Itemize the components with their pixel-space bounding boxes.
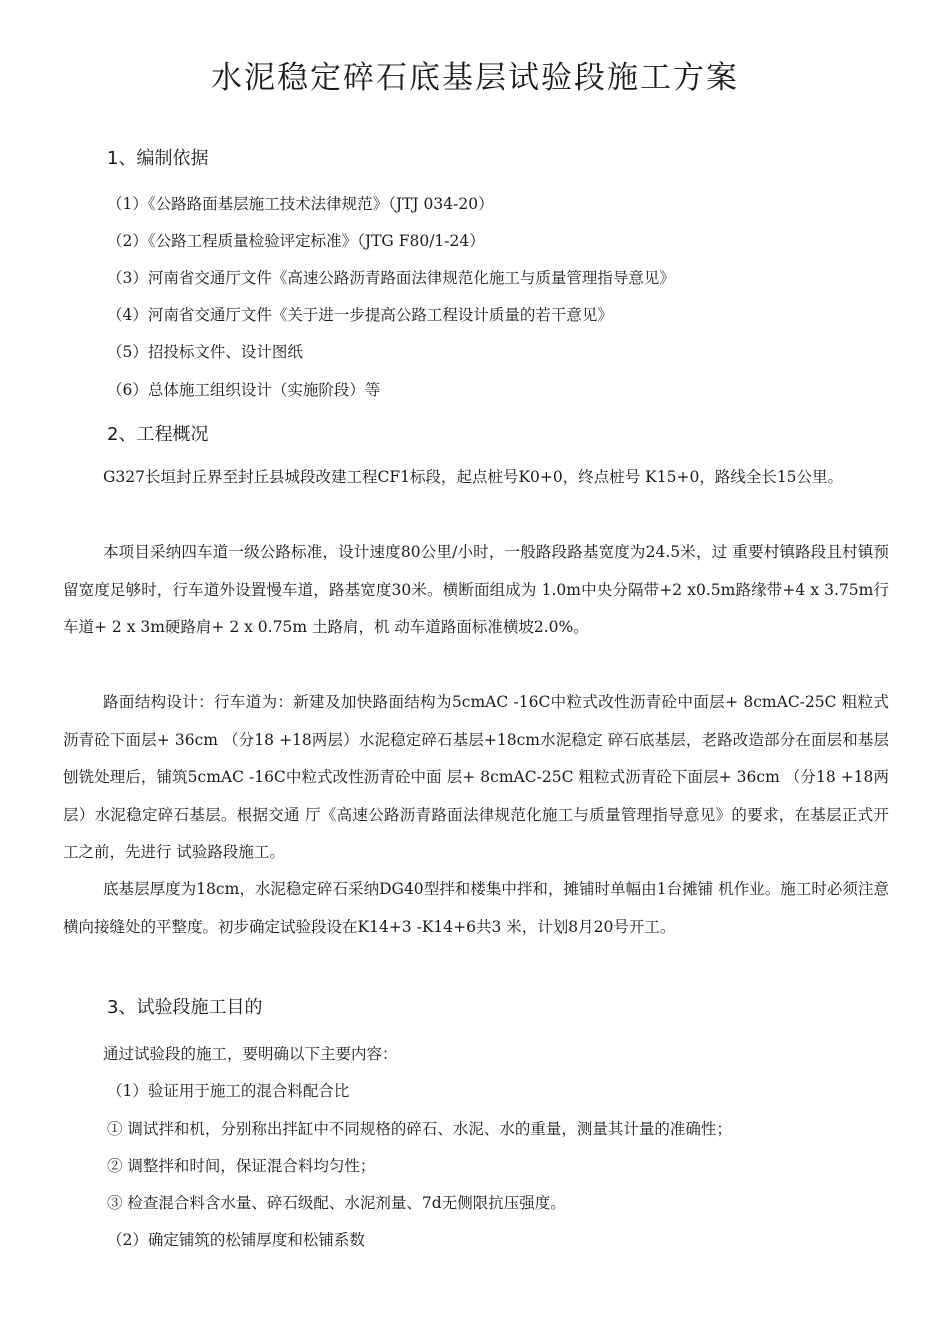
document-title: 水泥稳定碎石底基层试验段施工方案 [211,60,739,96]
list-item: （1）验证用于施工的混合料配合比 [107,1082,350,1100]
paragraph: 底基层厚度为18cm，水泥稳定碎石采纳DG40型拌和楼集中拌和，摊铺时单幅由1台摊铺 机作业。施工时必须注意横向接缝处的平整度。初步确定试验段设在K14+3 -K14+6共3 米，计划8月20号开工。 [63,880,889,936]
section-heading-overview: 2、工程概况 [107,424,209,445]
list-item: ③ 检查混合料含水量、碎石级配、水泥剂量、7d无侧限抗压强度。 [107,1194,566,1212]
paragraph: 本项目采纳四车道一级公路标准，设计速度80公里/小时，一般路段路基宽度为24.5米，过 重要村镇路段且村镇预留宽度足够时，行车道外设置慢车道，路基宽度30米。横断面组成为 1.0m中央分隔带+2 x0.5m路缘带+4 x 3.75m行车道+ 2 x 3m硬路肩+ 2 x 0.75m 土路肩，机 动车道路面标准横坡2.0%。 [63,543,889,636]
list-item: （6）总体施工组织设计（实施阶段）等 [107,381,381,399]
list-item: （5）招投标文件、设计图纸 [107,343,303,361]
intro-text: 通过试验段的施工，要明确以下主要内容： [103,1045,398,1063]
list-item: ② 调整拌和时间，保证混合料均匀性； [107,1157,376,1175]
list-item: （3）河南省交通厅文件《高速公路沥青路面法律规范化施工与质量管理指导意见》 [107,269,675,287]
list-item: （1）《公路路面基层施工技术法律规范》（JTJ 034-20） [107,195,494,213]
list-item: （2）《公路工程质量检验评定标准》（JTG F80/1-24） [107,232,485,250]
section-heading-basis: 1、编制依据 [107,148,209,169]
paragraph: 路面结构设计：行车道为：新建及加快路面结构为5cmAC -16C中粒式改性沥青砼中面层+ 8cmAC-25C 粗粒式沥青砼下面层+ 36cm （分18 +18两层）水泥稳定碎石基层+18cm水泥稳定 碎石底基层，老路改造部分在面层和基层刨铣处理后，铺筑5cmAC -16C中粒式改性沥青砼中面 层+ 8cmAC-25C 粗粒式沥青砼下面层+ 36cm （分18 +18两层）水泥稳定碎石基层。根据交通 厅《高速公路沥青路面法律规范化施工与质量管理指导意见》的要求，在基层正式开工之前，先进行 试验路段施工。 [63,693,889,861]
section-heading-purpose: 3、试验段施工目的 [107,997,263,1018]
paragraph: G327长垣封丘界至封丘县城段改建工程CF1标段，起点桩号K0+0，终点桩号 K15+0，路线全长15公里。 [103,468,844,486]
list-item: （4）河南省交通厅文件《关于进一步提高公路工程设计质量的若干意见》 [107,306,613,324]
list-item: （2）确定铺筑的松铺厚度和松铺系数 [107,1231,365,1249]
list-item: ① 调试拌和机，分别称出拌缸中不同规格的碎石、水泥、水的重量，测量其计量的准确性； [107,1120,732,1138]
